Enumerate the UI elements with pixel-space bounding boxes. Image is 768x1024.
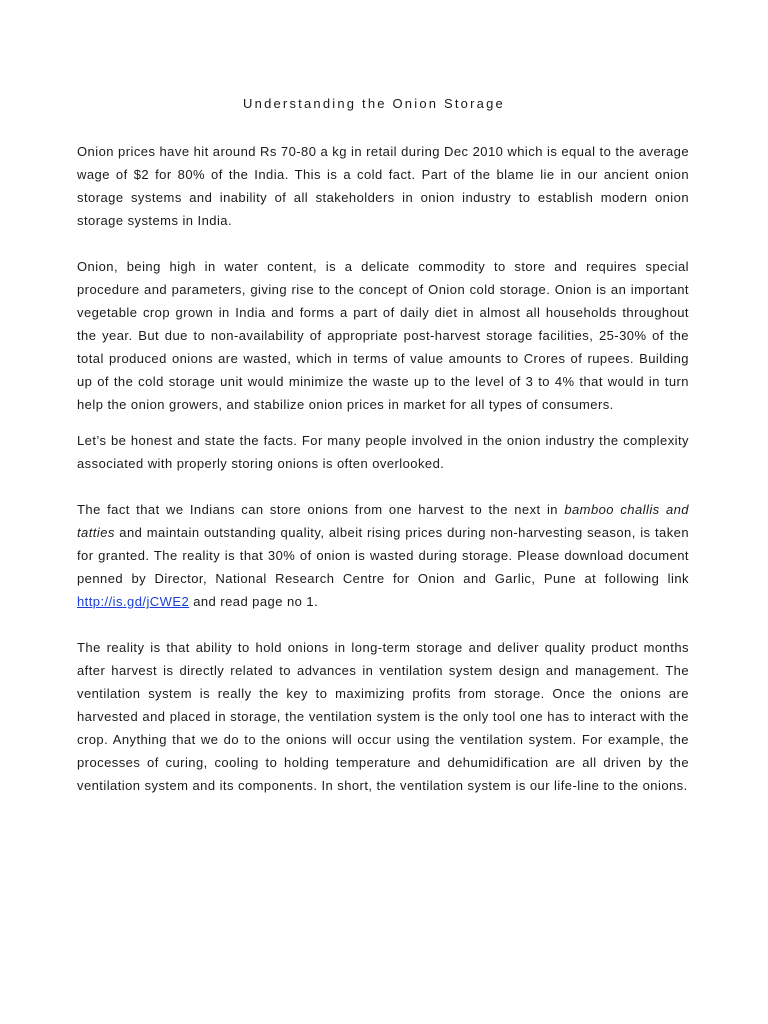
paragraph-text: and maintain outstanding quality, albeit rising prices during non-harvesting season, is taken for granted. The reality is that 30% of onion is wasted during storage. Please download document penned by Director, National Research Centre for Onion and Garlic, Pune at following link (77, 525, 689, 586)
paragraph-indian-storage (77, 498, 689, 613)
paragraph-cold-storage: Onion, being high in water content, is a delicate commodity to store and requires special procedure and parameters, giving rise to the concept of Onion cold storage. Onion is an important vegetable crop grown in India and forms a part of daily diet in almost all households throughout the year. But due to non-availability of appropriate post-harvest storage facilities, 25-30% of the total produced onions are wasted, which in terms of value amounts to Crores of rupees. Building up of the cold storage unit would minimize the waste up to the level of 3 to 4% that would in turn help the onion growers, and stabilize onion prices in market for all types of consumers. (77, 259, 689, 412)
paragraph-text: and read page no 1. (189, 594, 319, 609)
italic-phrase: bamboo challis and tatties (77, 502, 689, 540)
document-body (77, 140, 689, 797)
paragraph-ventilation: The reality is that ability to hold onions in long-term storage and deliver quality product months after harvest is directly related to advances in ventilation system design and management. The ventilation system is really the key to maximizing profits from storage. Once the onions are harvested and placed in storage, the ventilation system is the only tool one has to interact with the crop. Anything that we do to the onions will occur using the ventilation system. For example, the processes of curing, cooling to holding temperature and dehumidification are all driven by the ventilation system and its components. In short, the ventilation system is our life-line to the onions. (77, 640, 689, 793)
download-link[interactable]: http://is.gd/jCWE2 (77, 594, 190, 609)
document-title: Understanding the Onion Storage (243, 96, 505, 111)
paragraph-text: The fact that we Indians can store onions from one harvest to the next in (77, 502, 565, 517)
paragraph-honest-facts: Let’s be honest and state the facts. For many people involved in the onion industry the complexity associated with properly storing onions is often overlooked. (77, 433, 689, 471)
paragraph-onion-prices: Onion prices have hit around Rs 70-80 a kg in retail during Dec 2010 which is equal to the average wage of $2 for 80% of the India. This is a cold fact. Part of the blame lie in our ancient onion storage systems and inability of all stakeholders in onion industry to establish modern onion storage systems in India. (77, 144, 689, 228)
